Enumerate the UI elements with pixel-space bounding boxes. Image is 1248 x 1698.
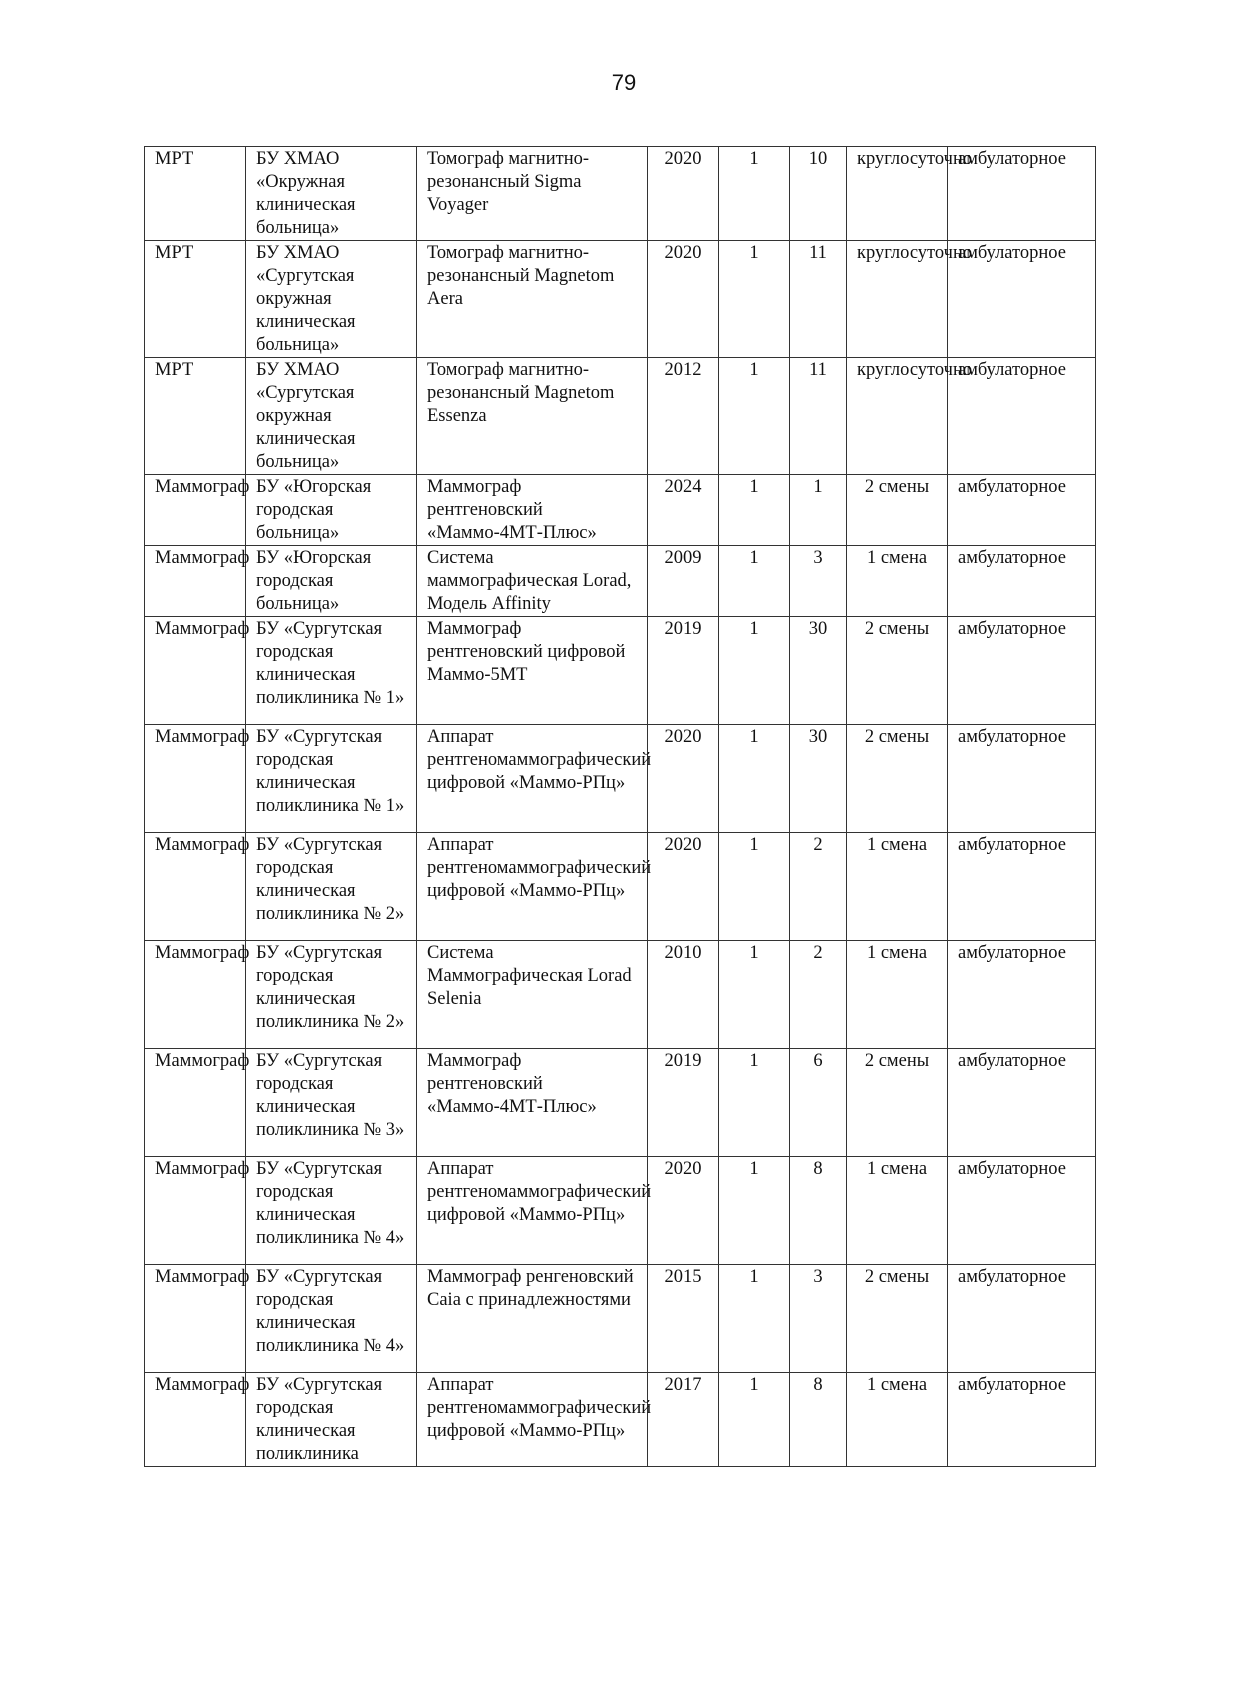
quantity-cell: 1	[719, 546, 790, 617]
care-type-cell: амбулаторное	[948, 1049, 1096, 1157]
table-row	[145, 833, 1096, 941]
care-type-cell: амбулаторное	[948, 546, 1096, 617]
care-type-cell: амбулаторное	[948, 1373, 1096, 1467]
equipment-type-cell: Маммограф	[145, 475, 246, 546]
load-cell: 1	[790, 475, 847, 546]
equipment-type-cell: Маммограф	[145, 941, 246, 1049]
work-mode-cell: 2 смены	[847, 475, 948, 546]
care-type-cell: амбулаторное	[948, 617, 1096, 725]
care-type-cell: амбулаторное	[948, 725, 1096, 833]
year-cell: 2020	[648, 725, 719, 833]
table-row	[145, 1157, 1096, 1265]
table-row	[145, 725, 1096, 833]
equipment-table	[144, 146, 1096, 1467]
work-mode-cell: 1 смена	[847, 833, 948, 941]
load-cell: 10	[790, 147, 847, 241]
equipment-type-cell: Маммограф	[145, 546, 246, 617]
year-cell: 2019	[648, 1049, 719, 1157]
table-row	[145, 617, 1096, 725]
quantity-cell: 1	[719, 241, 790, 358]
work-mode-cell: 1 смена	[847, 1157, 948, 1265]
organization-cell: БУ «Сургутская городская клиническая поликлиника	[246, 1373, 417, 1467]
year-cell: 2012	[648, 358, 719, 475]
load-cell: 2	[790, 833, 847, 941]
work-mode-cell: 2 смены	[847, 617, 948, 725]
organization-cell: БУ «Сургутская городская клиническая поликлиника № 3»	[246, 1049, 417, 1157]
care-type-cell: амбулаторное	[948, 147, 1096, 241]
table-row	[145, 241, 1096, 358]
year-cell: 2015	[648, 1265, 719, 1373]
device-model-cell: Аппарат рентгеномаммографический цифровой «Маммо-РПц»	[417, 725, 648, 833]
organization-cell: БУ «Сургутская городская клиническая поликлиника № 4»	[246, 1265, 417, 1373]
care-type-cell: амбулаторное	[948, 475, 1096, 546]
year-cell: 2020	[648, 241, 719, 358]
care-type-cell: амбулаторное	[948, 941, 1096, 1049]
equipment-type-cell: Маммограф	[145, 617, 246, 725]
table-row	[145, 546, 1096, 617]
quantity-cell: 1	[719, 147, 790, 241]
quantity-cell: 1	[719, 833, 790, 941]
equipment-type-cell: Маммограф	[145, 725, 246, 833]
quantity-cell: 1	[719, 358, 790, 475]
organization-cell: БУ «Сургутская городская клиническая поликлиника № 2»	[246, 941, 417, 1049]
care-type-cell: амбулаторное	[948, 241, 1096, 358]
table-row	[145, 941, 1096, 1049]
device-model-cell: Маммограф рентгеновский «Маммо-4МТ-Плюс»	[417, 475, 648, 546]
quantity-cell: 1	[719, 941, 790, 1049]
year-cell: 2010	[648, 941, 719, 1049]
year-cell: 2020	[648, 833, 719, 941]
load-cell: 11	[790, 241, 847, 358]
equipment-type-cell: МРТ	[145, 241, 246, 358]
device-model-cell: Маммограф рентгеновский цифровой Маммо-5МТ	[417, 617, 648, 725]
quantity-cell: 1	[719, 475, 790, 546]
table-row	[145, 475, 1096, 546]
year-cell: 2019	[648, 617, 719, 725]
equipment-type-cell: МРТ	[145, 147, 246, 241]
device-model-cell: Маммограф рентгеновский «Маммо-4МТ-Плюс»	[417, 1049, 648, 1157]
equipment-type-cell: Маммограф	[145, 833, 246, 941]
quantity-cell: 1	[719, 1373, 790, 1467]
work-mode-cell: круглосуточно	[847, 241, 948, 358]
work-mode-cell: 1 смена	[847, 941, 948, 1049]
organization-cell: БУ «Югорская городская больница»	[246, 475, 417, 546]
work-mode-cell: 1 смена	[847, 546, 948, 617]
organization-cell: БУ «Сургутская городская клиническая поликлиника № 1»	[246, 617, 417, 725]
device-model-cell: Аппарат рентгеномаммографический цифровой «Маммо-РПц»	[417, 1373, 648, 1467]
equipment-type-cell: Маммограф	[145, 1049, 246, 1157]
device-model-cell: Аппарат рентгеномаммографический цифровой «Маммо-РПц»	[417, 833, 648, 941]
organization-cell: БУ «Югорская городская больница»	[246, 546, 417, 617]
equipment-type-cell: Маммограф	[145, 1373, 246, 1467]
organization-cell: БУ «Сургутская городская клиническая поликлиника № 2»	[246, 833, 417, 941]
work-mode-cell: 2 смены	[847, 1265, 948, 1373]
year-cell: 2020	[648, 1157, 719, 1265]
load-cell: 8	[790, 1373, 847, 1467]
device-model-cell: Томограф магнитно-резонансный Sigma Voyager	[417, 147, 648, 241]
work-mode-cell: 2 смены	[847, 1049, 948, 1157]
device-model-cell: Томограф магнитно-резонансный Magnetom Essenza	[417, 358, 648, 475]
device-model-cell: Маммограф ренгеновский Caia с принадлежностями	[417, 1265, 648, 1373]
organization-cell: БУ «Сургутская городская клиническая поликлиника № 1»	[246, 725, 417, 833]
care-type-cell: амбулаторное	[948, 833, 1096, 941]
year-cell: 2017	[648, 1373, 719, 1467]
load-cell: 2	[790, 941, 847, 1049]
organization-cell: БУ ХМАО «Сургутская окружная клиническая больница»	[246, 358, 417, 475]
equipment-type-cell: Маммограф	[145, 1265, 246, 1373]
quantity-cell: 1	[719, 1265, 790, 1373]
table-body	[145, 147, 1096, 1467]
quantity-cell: 1	[719, 617, 790, 725]
quantity-cell: 1	[719, 1157, 790, 1265]
work-mode-cell: круглосуточно	[847, 147, 948, 241]
load-cell: 8	[790, 1157, 847, 1265]
table-row	[145, 1373, 1096, 1467]
work-mode-cell: 1 смена	[847, 1373, 948, 1467]
device-model-cell: Система Маммографическая Lorad Selenia	[417, 941, 648, 1049]
table-row	[145, 1265, 1096, 1373]
load-cell: 30	[790, 617, 847, 725]
load-cell: 11	[790, 358, 847, 475]
year-cell: 2024	[648, 475, 719, 546]
work-mode-cell: круглосуточно	[847, 358, 948, 475]
care-type-cell: амбулаторное	[948, 358, 1096, 475]
load-cell: 6	[790, 1049, 847, 1157]
device-model-cell: Система маммографическая Lorad, Модель Affinity	[417, 546, 648, 617]
load-cell: 3	[790, 1265, 847, 1373]
year-cell: 2009	[648, 546, 719, 617]
care-type-cell: амбулаторное	[948, 1157, 1096, 1265]
device-model-cell: Томограф магнитно-резонансный Magnetom Aera	[417, 241, 648, 358]
table-row	[145, 147, 1096, 241]
load-cell: 3	[790, 546, 847, 617]
table-row	[145, 358, 1096, 475]
page-number: 79	[611, 70, 637, 95]
quantity-cell: 1	[719, 1049, 790, 1157]
equipment-type-cell: Маммограф	[145, 1157, 246, 1265]
device-model-cell: Аппарат рентгеномаммографический цифровой «Маммо-РПц»	[417, 1157, 648, 1265]
organization-cell: БУ «Сургутская городская клиническая поликлиника № 4»	[246, 1157, 417, 1265]
load-cell: 30	[790, 725, 847, 833]
table-row	[145, 1049, 1096, 1157]
organization-cell: БУ ХМАО «Окружная клиническая больница»	[246, 147, 417, 241]
work-mode-cell: 2 смены	[847, 725, 948, 833]
care-type-cell: амбулаторное	[948, 1265, 1096, 1373]
quantity-cell: 1	[719, 725, 790, 833]
organization-cell: БУ ХМАО «Сургутская окружная клиническая больница»	[246, 241, 417, 358]
equipment-type-cell: МРТ	[145, 358, 246, 475]
year-cell: 2020	[648, 147, 719, 241]
